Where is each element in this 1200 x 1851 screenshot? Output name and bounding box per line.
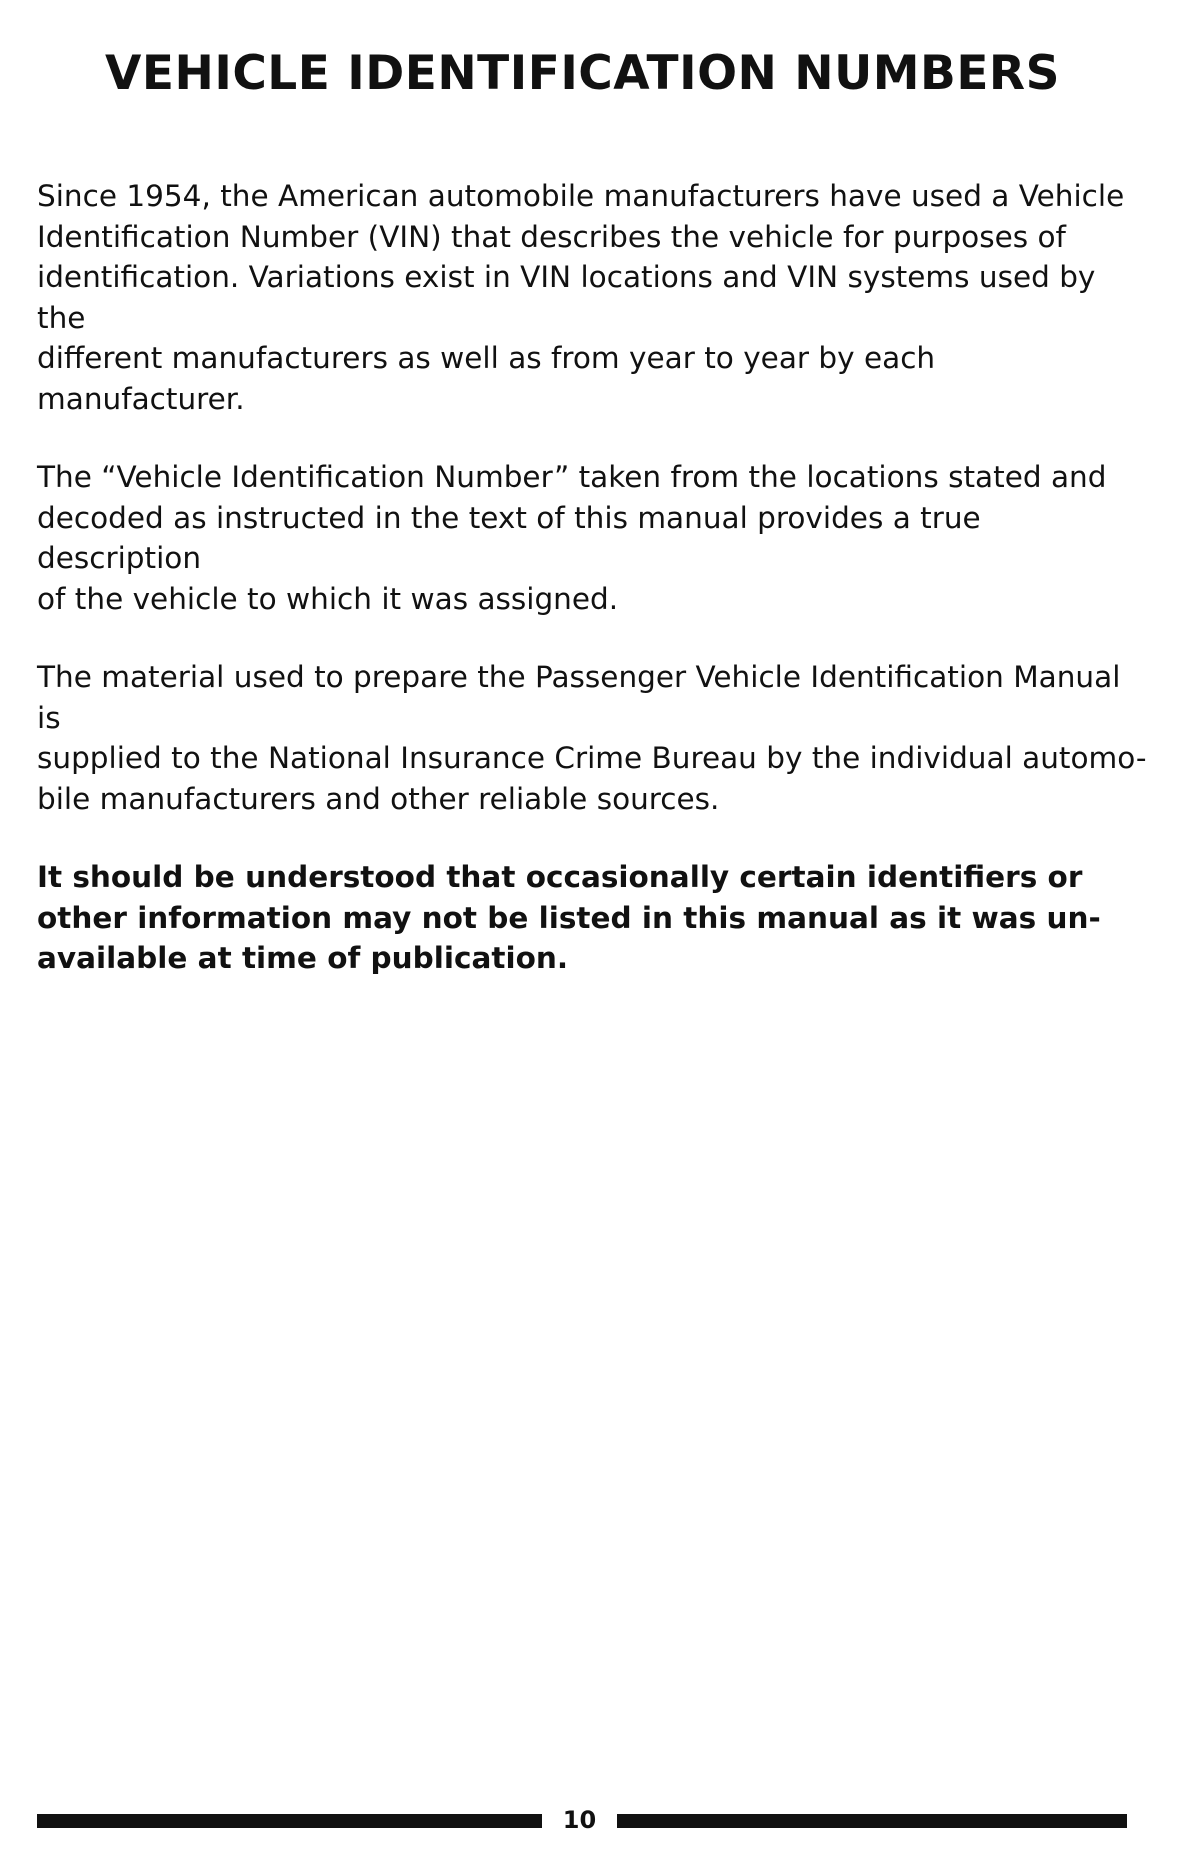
footer-rule-right	[617, 1814, 1127, 1828]
page-number: 10	[562, 1806, 597, 1834]
paragraph-material-source: The material used to prepare the Passenger Vehicle Identification Manual is supplied to the National Insurance Crime Bureau by the individual automo- bile manufacturers and other reliable sources.	[37, 660, 1147, 816]
page-title: VEHICLE IDENTIFICATION NUMBERS	[105, 46, 1060, 101]
paragraph-vin-description: The “Vehicle Identification Number” taken from the locations stated and decoded as instructed in the text of this manual provides a true description of the vehicle to which it was assigned.	[37, 460, 1107, 616]
publication-note: It should be understood that occasionally certain identifiers or other information may not be listed in this manual as it was un- available at time of publication.	[37, 860, 1101, 975]
paragraph-vin-history: Since 1954, the American automobile manufacturers have used a Vehicle Identification Number (VIN) that describes the vehicle for purposes of identification. Variations exist in VIN locations and VIN systems used by the different manufacturers as well as from year to year by each manufacturer.	[37, 179, 1125, 416]
page-footer	[37, 1800, 1127, 1840]
body-text	[37, 176, 1147, 1017]
footer-rule-left	[37, 1814, 542, 1828]
